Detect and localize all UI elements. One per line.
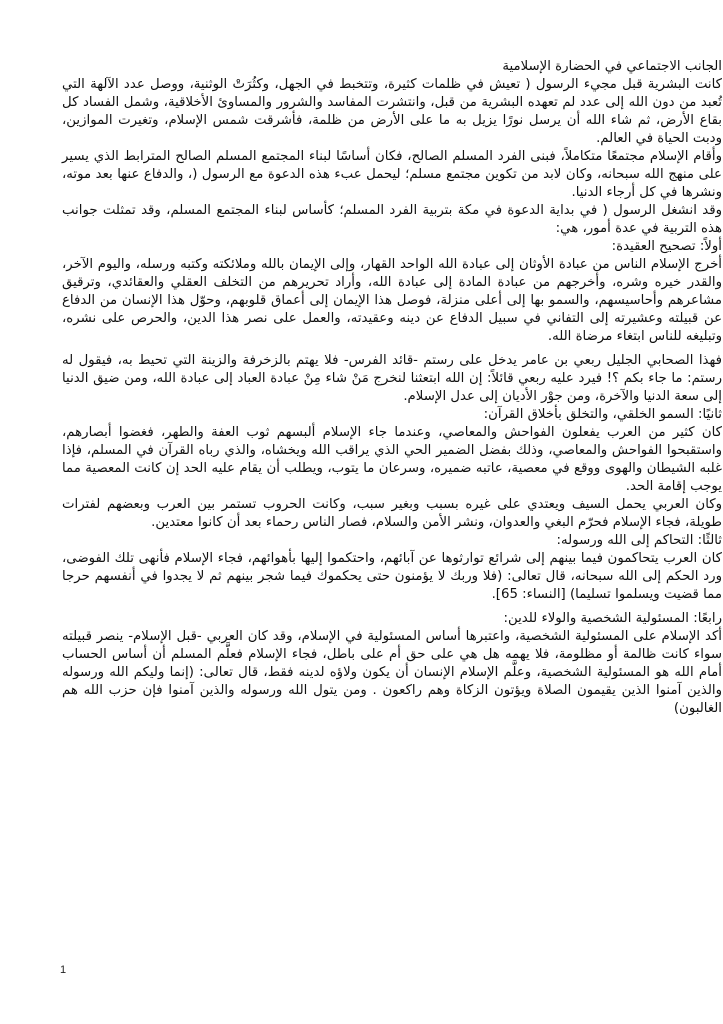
- paragraph-arbitration: كان العرب يتحاكمون فيما بينهم إلى شرائع توارثوها عن آبائهم، واحتكموا إليها بأهوائهم، فجاء الإسلام فأنهى تلك الفوضى، ورد الحكم إلى الله سبحانه، قال تعالى: (فلا وربك لا يؤمنون حتى يحكموك فيما شجر بينهم ثم لا يجدوا في أنفسهم حرجا مما قضيت ويسلموا تسليما) [النساء: 65].: [62, 551, 722, 602]
- section-heading-creed: أولاً: تصحيح العقيدة:: [611, 239, 722, 254]
- paragraph-creed: أخرج الإسلام الناس من عبادة الأوثان إلى عبادة الله الواحد القهار، وإلى الإيمان بالله وملائكته وكتبه ورسله، واليوم الآخر، والقدر خيره وشره، وأخرجهم من عبادة المادة إلى عبادة الله، وأراد تحريرهم من التخلف العقلي والعقائدي، وترقيق مشاعرهم وأحاسيسهم، والسمو بها إلى أعلى منزلة، فوصل هذا الإيمان إلى أعماق قلوبهم، وحوّل هذا الإنسان من الدفاع عن قبيلته وعشيرته إلى التفاني في سبيل الدفاع عن دينه وعقيدته، والعمل على نصر هذا الدين، والحرص على نشره، وتبليغه للناس ابتغاء مرضاة الله.: [62, 257, 722, 344]
- document-title: الجانب الاجتماعي في الحضارة الإسلامية: [502, 59, 722, 74]
- document-body: [62, 58, 722, 718]
- section-heading-arbitration: ثالثًا: التحاكم إلى الله ورسوله:: [556, 533, 722, 548]
- section-heading-responsibility: رابعًا: المسئولية الشخصية والولاء للدين:: [503, 611, 722, 626]
- section-heading-morals: ثانيًا: السمو الخلقي، والتخلق بأخلاق القرآن:: [483, 407, 722, 422]
- page-number: 1: [60, 964, 67, 976]
- paragraph-islamic-society: وأقام الإسلام مجتمعًا متكاملاً، فبنى الفرد المسلم الصالح، فكان أساسًا لبناء المجتمع المسلم الصالح المترابط الذي يسير على منهج الله سبحانه، وكان لابد من تكوين مجتمع مسلم؛ ليحمل عبء هذه الدعوة مع الرسول (، والدفاع عنها بعد موته، ونشرها في كل أرجاء الدنيا.: [62, 149, 722, 200]
- paragraph-morals: كان كثير من العرب يفعلون الفواحش والمعاصي، وعندما جاء الإسلام ألبسهم ثوب العفة والطهر، فغضوا أبصارهم، واستقبحوا الفواحش والمعاصي، وذلك بفضل الضمير الحي الذي يراقب الله ويخشاه، والذي رباه القرآن في المسلم، فإذا غلبه الشيطان والهوى ووقع في معصية، عاتبه ضميره، وسرعان ما يتوب، ويطلب أن يقام عليه الحد إن كانت المعصية مما يوجب إقامة الحد.: [62, 425, 722, 494]
- paragraph-ribi-story: فهذا الصحابي الجليل ربعي بن عامر يدخل على رستم -قائد الفرس- فلا يهتم بالزخرفة والزينة التي تحيط به، فيقول له رستم: ما جاء بكم ؟! فيرد عليه ربعي قائلاً: إن الله ابتعثنا لنخرج مَنْ شاء مِنْ عبادة العباد إلى عبادة الله، ومن ضيق الدنيا إلى سعة الدنيا والآخرة، ومن جوْر الأديان إلى عدل الإسلام.: [62, 353, 722, 404]
- paragraph-peace: وكان العربي يحمل السيف ويعتدي على غيره بسبب وبغير سبب، وكانت الحروب تستمر بين العرب وبعضهم لفترات طويلة، فجاء الإسلام فحرّم البغي والعدوان، ونشر الأمن والسلام، فصار الناس رحماء بعد أن كانوا معتدين.: [62, 497, 722, 530]
- paragraph-responsibility: أكد الإسلام على المسئولية الشخصية، واعتبرها أساس المسئولية في الإسلام، وقد كان العربي -قبل الإسلام- ينصر قبيلته سواء كانت ظالمة أو مظلومة، فلا يهمه هل هي على حق أم على باطل، فجاء الإسلام فعلَّم المسلم أن أساس الحساب أمام الله هو المسئولية الشخصية، وعلَّم الإسلام الإنسان أن يكون ولاؤه لدينه فقط، قال تعالى: (إنما وليكم الله ورسوله والذين آمنوا الذين يقيمون الصلاة ويؤتون الزكاة وهم راكعون . ومن يتول الله ورسوله والذين آمنوا فإن حزب الله هم الغالبون): [62, 629, 722, 716]
- paragraph-individual-education: وقد انشغل الرسول ( في بداية الدعوة في مكة بتربية الفرد المسلم؛ كأساس لبناء المجتمع المسلم، وقد تمثلت جوانب هذه التربية في عدة أمور، هي:: [62, 203, 722, 236]
- intro-paragraph: كانت البشرية قبل مجيء الرسول ( تعيش في ظلمات كثيرة، وتتخبط في الجهل، وكثُرَتْ الوثنية، ووصل عدد الآلهة التي تُعبد من دون الله إلى عدد لم تعهده البشرية من قبل، وانتشرت المفاسد والشرور والمساوئ الأخلاقية، وشمل الفساد كل بقاع الأرض، ثم شاء الله أن يرسل نورًا يزيل به ما على الأرض من ظلمة، فأشرقت شمس الإسلام، وتغيرت الموازين، ودبت الحياة في العالم.: [62, 77, 722, 146]
